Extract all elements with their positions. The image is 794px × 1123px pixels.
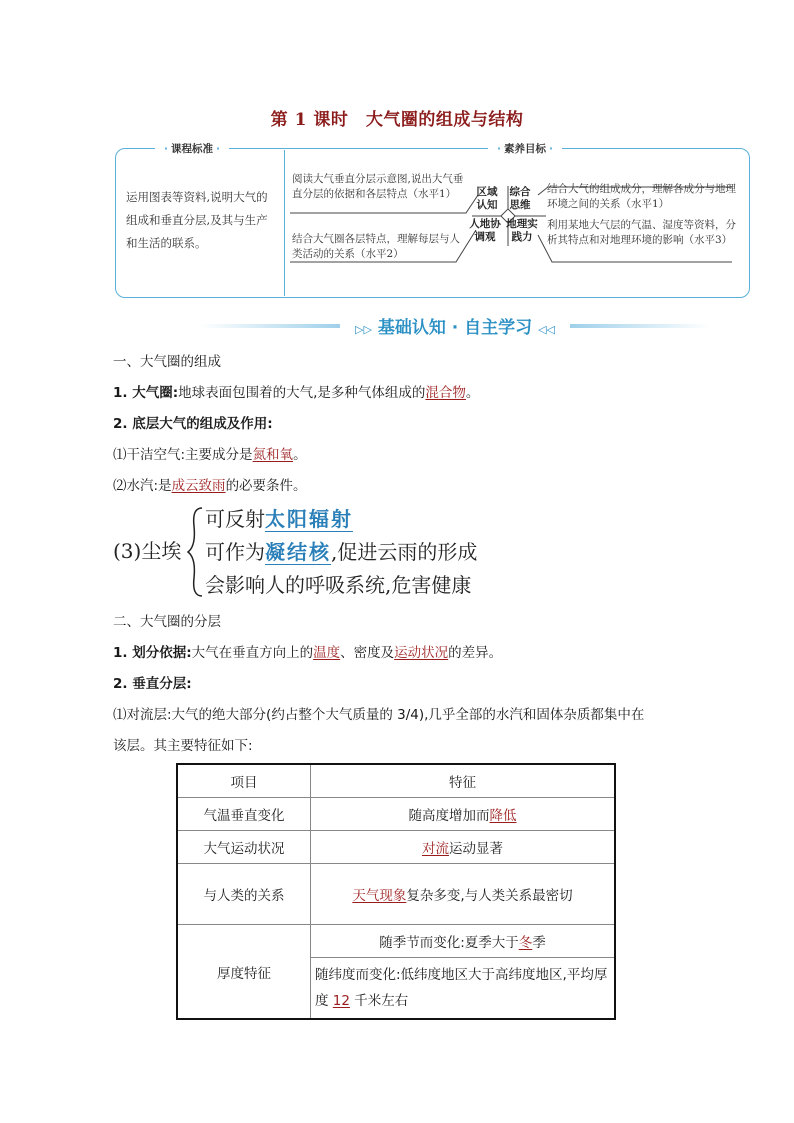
answer-blank: 凝结核 xyxy=(265,540,331,564)
section1-item2: 2. 底层大气的组成及作用: xyxy=(113,416,273,432)
answer-blank: 太阳辐射 xyxy=(265,507,353,531)
answer-blank: 氮和氧 xyxy=(252,447,294,463)
troposphere-table xyxy=(176,763,616,1020)
section2-heading: 二、大气圈的分层 xyxy=(113,614,221,630)
brace-icon xyxy=(186,506,206,598)
diamond-top-right: 综合思维 xyxy=(509,186,531,211)
section2-item1: 1. 划分依据:大气在垂直方向上的温度、密度及运动状况的差异。 xyxy=(113,645,503,661)
dust-line1: 可反射太阳辐射 xyxy=(205,507,353,531)
answer-blank: 混合物 xyxy=(425,385,466,401)
banner-arrow-right-icon: ◁◁ xyxy=(538,323,555,336)
table-cell: 随季节而变化:夏季大于冬季 xyxy=(311,925,616,958)
banner-line-right xyxy=(570,324,710,328)
table-cell: 与人类的关系 xyxy=(177,864,311,925)
diamond-bottom-right: 地理实践力 xyxy=(506,218,538,243)
literacy-left-bottom: 结合大气圈各层特点，理解每层与人类活动的关系（水平2） xyxy=(292,233,460,260)
literacy-right-bottom: 利用某地大气层的气温、湿度等资料，分析其特点和对地理环境的影响（水平3） xyxy=(547,219,736,246)
literacy-right-top: 结合大气的组成成分，理解各成分与地理环境之间的关系（水平1） xyxy=(547,183,736,210)
answer-blank: 对流 xyxy=(422,841,449,857)
table-row xyxy=(177,864,615,925)
literacy-label: · 素养目标 · xyxy=(488,141,562,156)
standards-label: · 课程标准 · xyxy=(155,141,229,156)
section-banner: ▷▷ 基础认知 · 自主学习 ◁◁ xyxy=(355,318,555,338)
section2-item2: 2. 垂直分层: xyxy=(113,676,192,692)
table-row xyxy=(177,925,615,958)
section1-item1: 1. 大气圈:地球表面包围着的大气,是多种气体组成的混合物。 xyxy=(113,385,480,401)
answer-blank: 成云致雨 xyxy=(171,478,226,494)
answer-blank: 天气现象 xyxy=(352,888,407,904)
table-cell: 随高度增加而降低 xyxy=(311,798,616,831)
section2-para-line2: 该层。其主要特征如下: xyxy=(113,738,253,754)
table-cell: 大气运动状况 xyxy=(177,831,311,864)
section1-sub2: ⑵水汽:是成云致雨的必要条件。 xyxy=(113,478,307,494)
table-header: 特征 xyxy=(311,764,616,798)
table-cell: 随纬度而变化:低纬度地区大于高纬度地区,平均厚度 12 千米左右 xyxy=(311,958,616,1020)
answer-blank: 降低 xyxy=(489,808,517,824)
dust-line2: 可作为凝结核,促进云雨的形成 xyxy=(205,540,478,564)
answer-blank: 12 xyxy=(332,993,350,1009)
answer-blank: 温度 xyxy=(313,645,341,661)
diamond-bottom-left: 人地协调观 xyxy=(469,218,501,243)
standards-text: 运用图表等资料,说明大气的组成和垂直分层,及其与生产和生活的联系。 xyxy=(126,190,268,250)
table-cell: 对流运动显著 xyxy=(311,831,616,864)
table-cell: 气温垂直变化 xyxy=(177,798,311,831)
table-cell: 天气现象复杂多变,与人类关系最密切 xyxy=(311,864,616,925)
section2-para-line1: ⑴对流层:大气的绝大部分(约占整个大气质量的 3/4),几乎全部的水汽和固体杂质都集中在 xyxy=(113,707,645,723)
section1-heading: 一、大气圈的组成 xyxy=(113,354,221,370)
table-cell: 厚度特征 xyxy=(177,925,311,1020)
banner-line-left xyxy=(200,324,340,328)
table-header: 项目 xyxy=(177,764,311,798)
table-header-row xyxy=(177,764,615,798)
banner-arrow-left-icon: ▷▷ xyxy=(355,323,372,336)
page-title: 第 1 课时 大气圈的组成与结构 xyxy=(270,110,524,130)
answer-blank: 冬 xyxy=(518,935,533,951)
literacy-left-top: 阅读大气垂直分层示意图,说出大气垂直分层的依据和各层特点（水平1） xyxy=(292,173,464,200)
table-row xyxy=(177,798,615,831)
table-row xyxy=(177,831,615,864)
diamond-top-left: 区域认知 xyxy=(476,186,498,211)
dust-label: (3)尘埃 xyxy=(113,539,182,563)
answer-blank: 运动状况 xyxy=(394,645,449,661)
dust-line3: 会影响人的呼吸系统,危害健康 xyxy=(205,573,472,597)
section1-sub1: ⑴干洁空气:主要成分是氮和氧。 xyxy=(113,447,307,463)
